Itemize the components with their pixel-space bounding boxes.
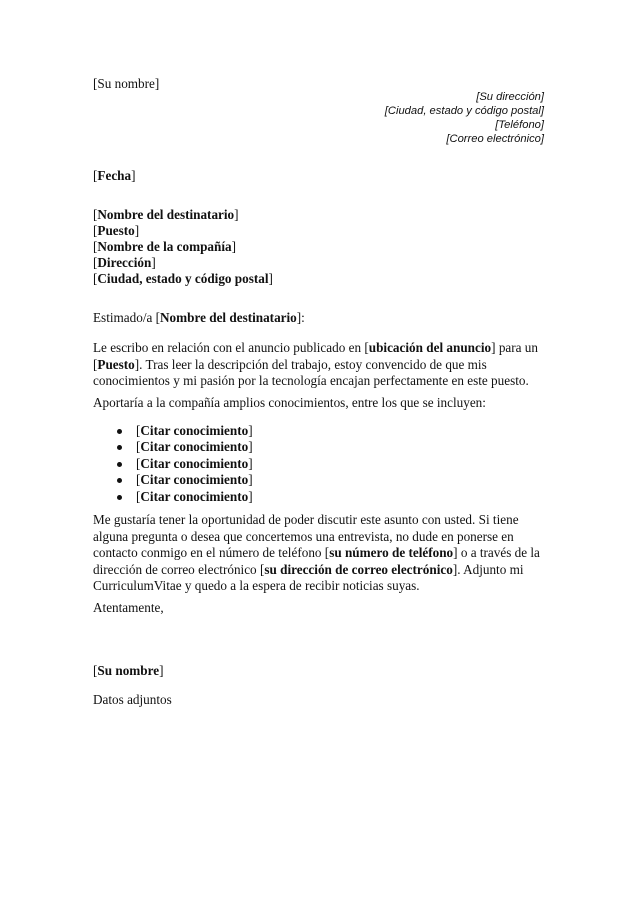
date-placeholder: Fecha <box>97 168 132 183</box>
recipient-city: [Ciudad, estado y código postal] <box>93 271 273 286</box>
bullet-icon <box>117 462 122 467</box>
sender-email: [Correo electrónico] <box>446 133 544 145</box>
list-item: [Citar conocimiento] <box>93 456 253 472</box>
paragraph-intro: Le escribo en relación con el anuncio publicado en [ubicación del anuncio] para un [Puesto]. Tras leer la descripción del trabajo, estoy convencido de que mis conocimientos y mi pasión por la tecnología encajan perfectamente en este puesto. <box>93 340 538 388</box>
recipient-position: [Puesto] <box>93 223 140 238</box>
date-line: [Fecha] <box>93 168 136 183</box>
greeting: Estimado/a [Nombre del destinatario]: <box>93 310 305 325</box>
bullet-icon <box>117 495 122 500</box>
sender-address: [Su dirección] <box>476 91 544 103</box>
sender-phone: [Teléfono] <box>495 119 544 131</box>
bullet-icon <box>117 478 122 483</box>
recipient-name: [Nombre del destinatario] <box>93 207 239 222</box>
list-item: [Citar conocimiento] <box>93 439 253 455</box>
closing: Atentamente, <box>93 600 164 615</box>
list-item: [Citar conocimiento] <box>93 423 253 439</box>
list-item: [Citar conocimiento] <box>93 489 253 505</box>
sender-name: [Su nombre] <box>93 76 160 91</box>
sender-address-block <box>385 90 544 146</box>
list-item: [Citar conocimiento] <box>93 472 253 488</box>
bullet-icon <box>117 429 122 434</box>
sender-city: [Ciudad, estado y código postal] <box>384 105 544 117</box>
paragraph-skills-intro: Aportaría a la compañía amplios conocimientos, entre los que se incluyen: <box>93 395 486 410</box>
recipient-address: [Dirección] <box>93 255 156 270</box>
bullet-icon <box>117 445 122 450</box>
recipient-company: [Nombre de la compañía] <box>93 239 237 254</box>
skills-list <box>93 423 253 505</box>
attachments-note: Datos adjuntos <box>93 692 172 707</box>
paragraph-contact: Me gustaría tener la oportunidad de poder discutir este asunto con usted. Si tiene alguna pregunta o desea que concertemos una entrevista, no dude en ponerse en contacto conmigo en el número de teléfono [su número de teléfono] o a través de la dirección de correo electrónico [su dirección de correo electrónico]. Adjunto mi CurriculumVitae y quedo a la espera de recibir noticias suyas. <box>93 512 540 593</box>
signature: [Su nombre] <box>93 663 164 678</box>
